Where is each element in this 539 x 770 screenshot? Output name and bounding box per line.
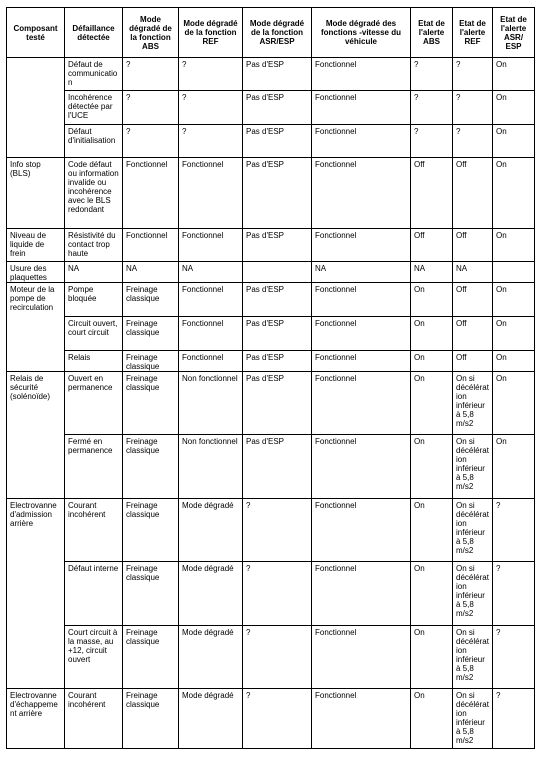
table-row [7,229,535,262]
asr-esp-alert-cell: On [493,283,535,317]
failure-cell: Courant incohérent [65,689,123,749]
asr-esp-alert-cell: On [493,372,535,435]
ref-alert-cell: Off [453,317,493,351]
asr-esp-mode-cell: ? [243,689,312,749]
header-vehicle-speed-mode: Mode dégradé des fonctions -vitesse du véhicule [312,8,411,58]
ref-mode-cell: Non fonctionnel [179,372,243,435]
header-asr-esp-mode: Mode dégradé de la fonction ASR/ESP [243,8,312,58]
vehicle-speed-mode-cell: Fonctionnel [312,435,411,499]
component-cell: Electrovanne d'admission arrière [7,499,65,689]
abs-alert-cell: On [411,351,453,372]
table-row [7,689,535,749]
asr-esp-alert-cell: On [493,317,535,351]
vehicle-speed-mode-cell: Fonctionnel [312,158,411,229]
component-cell: Relais de sécurité (solénoïde) [7,372,65,499]
vehicle-speed-mode-cell: Fonctionnel [312,351,411,372]
table-row [7,562,535,626]
vehicle-speed-mode-cell: Fonctionnel [312,499,411,562]
abs-mode-cell: ? [123,58,179,91]
ref-mode-cell: Fonctionnel [179,229,243,262]
asr-esp-alert-cell [493,262,535,283]
abs-alert-cell: On [411,689,453,749]
table-row [7,125,535,158]
asr-esp-mode-cell: Pas d'ESP [243,229,312,262]
failure-cell: Défaut d'initialisation [65,125,123,158]
abs-alert-cell: Off [411,158,453,229]
ref-alert-cell: NA [453,262,493,283]
ref-mode-cell: NA [179,262,243,283]
asr-esp-alert-cell: On [493,351,535,372]
abs-alert-cell: On [411,435,453,499]
table-row [7,58,535,91]
table-header-row [7,8,535,58]
failure-cell: Court circuit à la masse, au +12, circuit ouvert [65,626,123,689]
vehicle-speed-mode-cell: Fonctionnel [312,689,411,749]
abs-mode-cell: ? [123,91,179,125]
failure-cell: Pompe bloquée [65,283,123,317]
ref-mode-cell: Mode dégradé [179,689,243,749]
asr-esp-mode-cell: ? [243,562,312,626]
ref-mode-cell: ? [179,125,243,158]
failure-cell: Courant incohérent [65,499,123,562]
header-ref-mode: Mode dégradé de la fonction REF [179,8,243,58]
document-page [6,7,535,749]
ref-mode-cell: Mode dégradé [179,626,243,689]
ref-alert-cell: On si décélération inférieur à 5,8 m/s2 [453,499,493,562]
abs-alert-cell: On [411,626,453,689]
abs-mode-cell: Freinage classique [123,351,179,372]
header-component: Composant testé [7,8,65,58]
header-failure: Défaillance détectée [65,8,123,58]
ref-alert-cell: Off [453,283,493,317]
table-row [7,435,535,499]
ref-alert-cell: Off [453,229,493,262]
abs-alert-cell: On [411,317,453,351]
ref-mode-cell: Fonctionnel [179,158,243,229]
failure-cell: Circuit ouvert, court circuit [65,317,123,351]
component-cell: Info stop (BLS) [7,158,65,229]
asr-esp-mode-cell: Pas d'ESP [243,283,312,317]
component-cell: Niveau de liquide de frein [7,229,65,262]
abs-mode-cell: Freinage classique [123,372,179,435]
failure-cell: Relais [65,351,123,372]
vehicle-speed-mode-cell: Fonctionnel [312,626,411,689]
failure-cell: Défaut interne [65,562,123,626]
asr-esp-alert-cell: ? [493,689,535,749]
ref-alert-cell: Off [453,158,493,229]
table-row [7,351,535,372]
asr-esp-alert-cell: On [493,91,535,125]
table-row [7,262,535,283]
ref-mode-cell: Fonctionnel [179,283,243,317]
asr-esp-mode-cell: Pas d'ESP [243,372,312,435]
ref-alert-cell: On si décélération inférieur à 5,8 m/s2 [453,372,493,435]
abs-mode-cell: ? [123,125,179,158]
table-row [7,626,535,689]
table-row [7,158,535,229]
asr-esp-alert-cell: On [493,58,535,91]
header-ref-alert: Etat de l'alerte REF [453,8,493,58]
vehicle-speed-mode-cell: Fonctionnel [312,125,411,158]
ref-alert-cell: ? [453,91,493,125]
diagnostic-table [6,7,535,749]
abs-alert-cell: ? [411,91,453,125]
ref-alert-cell: On si décélération inférieur à 5,8 m/s2 [453,435,493,499]
ref-mode-cell: Fonctionnel [179,317,243,351]
asr-esp-mode-cell: Pas d'ESP [243,58,312,91]
asr-esp-mode-cell: Pas d'ESP [243,91,312,125]
asr-esp-mode-cell: Pas d'ESP [243,351,312,372]
ref-mode-cell: Fonctionnel [179,351,243,372]
failure-cell: Ouvert en permanence [65,372,123,435]
vehicle-speed-mode-cell: NA [312,262,411,283]
asr-esp-mode-cell: Pas d'ESP [243,435,312,499]
abs-mode-cell: Freinage classique [123,283,179,317]
vehicle-speed-mode-cell: Fonctionnel [312,229,411,262]
header-asr-esp-alert: Etat de l'alerte ASR/ ESP [493,8,535,58]
abs-alert-cell: ? [411,58,453,91]
ref-mode-cell: ? [179,91,243,125]
ref-mode-cell: Mode dégradé [179,499,243,562]
failure-cell: Fermé en permanence [65,435,123,499]
ref-alert-cell: On si décélération inférieur à 5,8 m/s2 [453,689,493,749]
vehicle-speed-mode-cell: Fonctionnel [312,91,411,125]
abs-alert-cell: NA [411,262,453,283]
abs-alert-cell: On [411,372,453,435]
abs-alert-cell: ? [411,125,453,158]
failure-cell: NA [65,262,123,283]
failure-cell: Code défaut ou information invalide ou incohérence avec le BLS redondant [65,158,123,229]
abs-alert-cell: On [411,283,453,317]
component-cell: Electrovanne d'échappement arrière [7,689,65,749]
asr-esp-mode-cell: ? [243,499,312,562]
abs-mode-cell: Freinage classique [123,317,179,351]
asr-esp-mode-cell: Pas d'ESP [243,125,312,158]
vehicle-speed-mode-cell: Fonctionnel [312,562,411,626]
asr-esp-alert-cell: ? [493,499,535,562]
table-row [7,372,535,435]
ref-alert-cell: Off [453,351,493,372]
asr-esp-mode-cell: Pas d'ESP [243,317,312,351]
header-abs-alert: Etat de l'alerte ABS [411,8,453,58]
table-row [7,283,535,317]
ref-alert-cell: ? [453,58,493,91]
asr-esp-mode-cell: ? [243,626,312,689]
abs-mode-cell: Freinage classique [123,689,179,749]
ref-alert-cell: On si décélération inférieur à 5,8 m/s2 [453,626,493,689]
asr-esp-mode-cell: Pas d'ESP [243,158,312,229]
abs-mode-cell: Fonctionnel [123,158,179,229]
table-row [7,91,535,125]
asr-esp-alert-cell: ? [493,626,535,689]
abs-mode-cell: Fonctionnel [123,229,179,262]
ref-mode-cell: Mode dégradé [179,562,243,626]
abs-mode-cell: Freinage classique [123,626,179,689]
abs-mode-cell: Freinage classique [123,499,179,562]
abs-alert-cell: On [411,499,453,562]
component-cell [7,58,65,158]
abs-mode-cell: Freinage classique [123,435,179,499]
vehicle-speed-mode-cell: Fonctionnel [312,283,411,317]
ref-alert-cell: On si décélération inférieur à 5,8 m/s2 [453,562,493,626]
asr-esp-alert-cell: ? [493,562,535,626]
vehicle-speed-mode-cell: Fonctionnel [312,372,411,435]
header-abs-mode: Mode dégradé de la fonction ABS [123,8,179,58]
component-cell: Moteur de la pompe de recirculation [7,283,65,372]
ref-mode-cell: Non fonctionnel [179,435,243,499]
asr-esp-alert-cell: On [493,158,535,229]
failure-cell: Résistivité du contact trop haute [65,229,123,262]
abs-mode-cell: NA [123,262,179,283]
table-row [7,317,535,351]
asr-esp-alert-cell: On [493,435,535,499]
failure-cell: Incohérence détectée par l'UCE [65,91,123,125]
ref-mode-cell: ? [179,58,243,91]
asr-esp-mode-cell [243,262,312,283]
asr-esp-alert-cell: On [493,229,535,262]
vehicle-speed-mode-cell: Fonctionnel [312,317,411,351]
vehicle-speed-mode-cell: Fonctionnel [312,58,411,91]
abs-alert-cell: Off [411,229,453,262]
abs-alert-cell: On [411,562,453,626]
ref-alert-cell: ? [453,125,493,158]
abs-mode-cell: Freinage classique [123,562,179,626]
failure-cell: Défaut de communication [65,58,123,91]
table-body [7,58,535,749]
table-row [7,499,535,562]
asr-esp-alert-cell: On [493,125,535,158]
component-cell: Usure des plaquettes [7,262,65,283]
